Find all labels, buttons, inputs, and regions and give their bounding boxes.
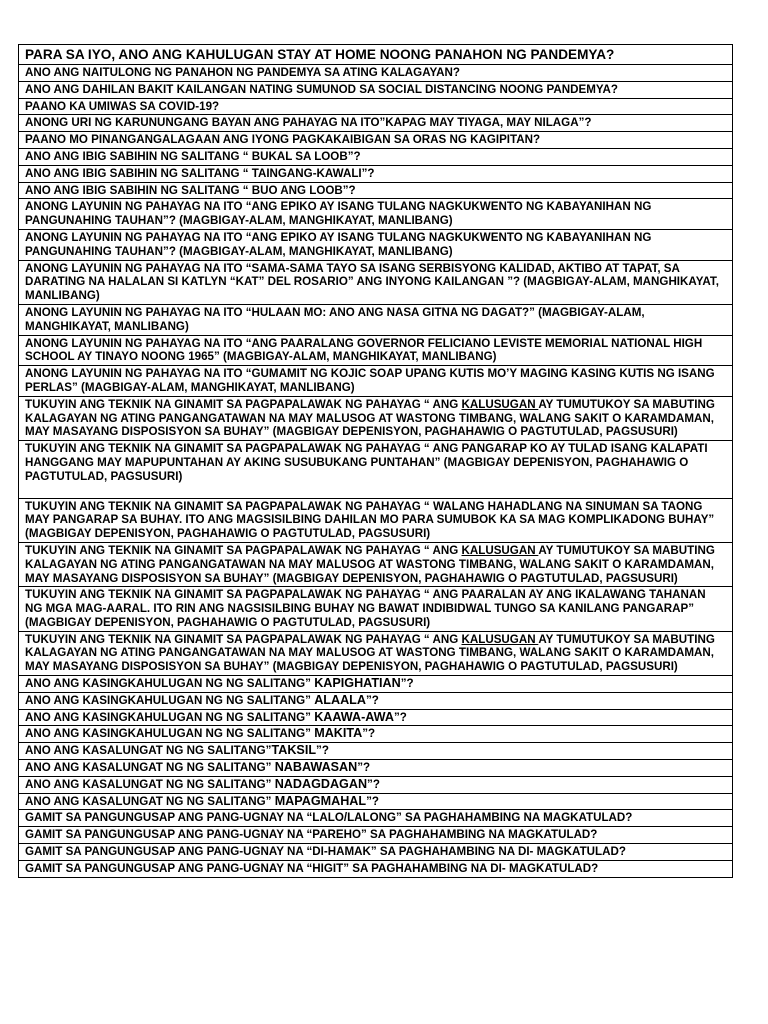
question-text: ANO ANG NAITULONG NG PANAHON NG PANDEMYA SA ATING KALAGAYAN? bbox=[25, 66, 460, 79]
question-text: TUKUYIN ANG TEKNIK NA GINAMIT SA PAGPAPALAWAK NG PAHAYAG “ ANG bbox=[25, 543, 462, 557]
question-row bbox=[19, 827, 733, 844]
question-cell bbox=[19, 229, 733, 260]
question-row bbox=[19, 844, 733, 861]
question-text: ”? bbox=[362, 727, 376, 741]
question-row bbox=[19, 760, 733, 777]
question-cell bbox=[19, 148, 733, 165]
question-text: ”? bbox=[367, 777, 380, 791]
question-row bbox=[19, 182, 733, 199]
question-cell bbox=[19, 709, 733, 726]
underlined-keyword: KALUSUGAN bbox=[461, 397, 539, 411]
question-row bbox=[19, 65, 733, 82]
question-text: ANO ANG KASINGKAHULUGAN NG NG SALITANG” bbox=[25, 677, 315, 691]
question-row bbox=[19, 229, 733, 260]
question-cell bbox=[19, 115, 733, 132]
question-cell bbox=[19, 587, 733, 631]
question-text: ANO ANG IBIG SABIHIN NG SALITANG “ TAINGANG-KAWALI”? bbox=[25, 166, 375, 180]
keyword-text: ALAALA bbox=[314, 692, 366, 707]
question-text: ANO ANG KASINGKAHULUGAN NG NG SALITANG” bbox=[25, 710, 315, 724]
question-cell bbox=[19, 827, 733, 844]
question-text: TUKUYIN ANG TEKNIK NA GINAMIT SA PAGPAPALAWAK NG PAHAYAG “ ANG bbox=[25, 632, 462, 646]
question-row bbox=[19, 260, 733, 304]
question-row bbox=[19, 81, 733, 98]
question-text: ANO ANG KASALUNGAT NG NG SALITANG” bbox=[25, 761, 275, 775]
question-text: ANONG LAYUNIN NG PAHAYAG NA ITO “GUMAMIT NG KOJIC SOAP UPANG KUTIS MO’Y MAGING KASING KUTIS NG ISANG PERLAS” (MAGBIGAY-ALAM, MANGHIKAYAT, MANLIBANG) bbox=[25, 367, 715, 394]
question-text: ANO ANG KASALUNGAT NG NG SALITANG” bbox=[25, 744, 272, 758]
question-cell bbox=[19, 676, 733, 693]
question-text: ANONG LAYUNIN NG PAHAYAG NA ITO “ANG PAARALANG GOVERNOR FELICIANO LEVISTE MEMORIAL NATIONAL HIGH SCHOOL AY TINAYO NOONG 1965” (MAGBIGAY-ALAM, MANGHIKAYAT, MANLIBANG) bbox=[25, 336, 703, 364]
question-row bbox=[19, 709, 733, 726]
question-text: ”? bbox=[365, 693, 379, 707]
question-text: PARA SA IYO, ANO ANG KAHULUGAN STAY AT HOME NOONG PANAHON NG PANDEMYA? bbox=[25, 47, 615, 62]
question-text: ANO ANG KASINGKAHULUGAN NG NG SALITANG” bbox=[25, 693, 315, 707]
question-cell bbox=[19, 132, 733, 149]
question-text: ”? bbox=[357, 761, 371, 775]
question-row bbox=[19, 542, 733, 586]
underlined-keyword: KALUSUGAN bbox=[461, 632, 539, 646]
keyword-text: NADAGDAGAN bbox=[274, 776, 368, 791]
question-table bbox=[18, 44, 733, 878]
question-row bbox=[19, 498, 733, 542]
question-cell bbox=[19, 335, 733, 366]
question-text: ANONG LAYUNIN NG PAHAYAG NA ITO “ANG EPIKO AY ISANG TULANG NAGKUKWENTO NG KABAYANIHAN NG PANGUNAHING TAUHAN”? (MAGBIGAY-ALAM, MANGHIKAYAT, MANLIBANG) bbox=[25, 200, 652, 228]
question-text: ”? bbox=[366, 794, 379, 808]
question-text: AY TUMUTUKOY SA MABUTING KALAGAYAN NG ATING PANGANGATAWAN NA MAY MALUSOG AT WASTONG TIMBANG, WALANG SAKIT O KARAMDAMAN, MAY MASAYANG DISPOSISYON SA BUHAY” (MAGBIGAY DEPENISYON, PAGHAHAWIG O PAGTUTULAD, PAGSUSURI) bbox=[25, 632, 715, 674]
question-cell bbox=[19, 692, 733, 709]
question-text: TUKUYIN ANG TEKNIK NA GINAMIT SA PAGPAPALAWAK NG PAHAYAG “ WALANG HAHADLANG NA SINUMAN SA TAONG MAY PANGARAP SA BUHAY. ITO ANG MAGSISILBING DAHILAN MO PARA SUMUBOK KA SA MAG KOMPLIKADONG BUHAY” (MAGBIGAY DEPENISYON, PAGHAHAWIG O PAGTUTULAD, PAGSUSURI) bbox=[25, 499, 715, 541]
question-cell bbox=[19, 726, 733, 743]
question-row bbox=[19, 810, 733, 827]
question-row bbox=[19, 132, 733, 149]
question-row bbox=[19, 776, 733, 793]
title-cell bbox=[19, 45, 733, 65]
question-cell bbox=[19, 793, 733, 810]
question-row bbox=[19, 631, 733, 675]
question-text: ANO ANG KASALUNGAT NG NG SALITANG” bbox=[25, 794, 275, 808]
question-row bbox=[19, 396, 733, 440]
question-text: ”? bbox=[400, 677, 414, 691]
question-row bbox=[19, 98, 733, 115]
question-text: TUKUYIN ANG TEKNIK NA GINAMIT SA PAGPAPALAWAK NG PAHAYAG “ ANG bbox=[25, 397, 462, 411]
question-row bbox=[19, 199, 733, 230]
question-row bbox=[19, 304, 733, 335]
question-row bbox=[19, 115, 733, 132]
title-row bbox=[19, 45, 733, 65]
question-row bbox=[19, 743, 733, 760]
question-cell bbox=[19, 542, 733, 586]
question-text: AY TUMUTUKOY SA MABUTING KALAGAYAN NG ATING PANGANGATAWAN NA MAY MALUSOG AT WASTONG TIMBANG, WALANG SAKIT O KARAMDAMAN, MAY MASAYANG DISPOSISYON SA BUHAY” (MAGBIGAY DEPENISYON, PAGHAHAWIG O PAGTUTULAD, PAGSUSURI) bbox=[25, 543, 715, 585]
question-text: TUKUYIN ANG TEKNIK NA GINAMIT SA PAGPAPALAWAK NG PAHAYAG “ ANG PAARALAN AY ANG IKALAWANG TAHANAN NG MGA MAG-AARAL. ITO RIN ANG NAGSISILBING BUHAY NG BAWAT INDIBIDWAL TUNGO SA KANILANG PANGARAP” (MAGBIGAY DEPENISYON, PAGHAHAWIG O PAGTUTULAD, PAGSUSURI) bbox=[25, 588, 706, 629]
question-cell bbox=[19, 182, 733, 199]
keyword-text: KAAWA-AWA bbox=[314, 709, 394, 724]
question-text: TUKUYIN ANG TEKNIK NA GINAMIT SA PAGPAPALAWAK NG PAHAYAG “ ANG PANGARAP KO AY TULAD ISANG KALAPATI HANGGANG MAY MAPUPUNTAHAN AY AKING SUSUBUKANG PUNTAHAN” (MAGBIGAY DEPENISYON, PAGHAHAWIG O PAGTUTULAD, PAGSUSURI) bbox=[25, 442, 708, 483]
question-text: ANONG URI NG KARUNUNGANG BAYAN ANG PAHAYAG NA ITO”KAPAG MAY TIYAGA, MAY NILAGA”? bbox=[25, 116, 592, 130]
question-cell bbox=[19, 366, 733, 397]
question-cell bbox=[19, 396, 733, 440]
question-text: ANO ANG IBIG SABIHIN NG SALITANG “ BUKAL SA LOOB”? bbox=[25, 149, 361, 163]
keyword-text: NABAWASAN bbox=[274, 760, 358, 775]
keyword-text: KAPIGHATIAN bbox=[314, 676, 401, 691]
question-table-body bbox=[19, 45, 733, 878]
question-row bbox=[19, 366, 733, 397]
question-row bbox=[19, 676, 733, 693]
question-cell bbox=[19, 860, 733, 877]
question-text: ANONG LAYUNIN NG PAHAYAG NA ITO “HULAAN MO: ANO ANG NASA GITNA NG DAGAT?” (MAGBIGAY-ALAM, MANGHIKAYAT, MANLIBANG) bbox=[25, 305, 645, 333]
question-row bbox=[19, 148, 733, 165]
question-cell bbox=[19, 65, 733, 82]
question-row bbox=[19, 587, 733, 631]
question-text: GAMIT SA PANGUNGUSAP ANG PANG-UGNAY NA “HIGIT” SA PAGHAHAMBING NA DI- MAGKATULAD? bbox=[25, 861, 599, 875]
question-cell bbox=[19, 260, 733, 304]
question-row bbox=[19, 335, 733, 366]
question-text: ANO ANG IBIG SABIHIN NG SALITANG “ BUO ANG LOOB”? bbox=[25, 183, 356, 197]
question-text: GAMIT SA PANGUNGUSAP ANG PANG-UGNAY NA “PAREHO” SA PAGHAHAMBING NA MAGKATULAD? bbox=[25, 828, 598, 842]
question-cell bbox=[19, 631, 733, 675]
question-row bbox=[19, 726, 733, 743]
question-text: ANONG LAYUNIN NG PAHAYAG NA ITO “SAMA-SAMA TAYO SA ISANG SERBISYONG KALIDAD, AKTIBO AT TAPAT, SA DARATING NA HALALAN SI KATLYN “KAT” DEL ROSARIO” ANG INYONG KAILANGAN ”? (MAGBIGAY-ALAM, MANGHIKAYAT, MANLIBANG) bbox=[25, 261, 719, 303]
question-cell bbox=[19, 199, 733, 230]
question-row bbox=[19, 692, 733, 709]
question-cell bbox=[19, 760, 733, 777]
question-text: ”? bbox=[316, 744, 329, 758]
question-row bbox=[19, 441, 733, 498]
question-cell bbox=[19, 844, 733, 861]
question-row bbox=[19, 793, 733, 810]
question-cell bbox=[19, 98, 733, 115]
keyword-text: TAKSIL bbox=[271, 743, 317, 758]
question-row bbox=[19, 165, 733, 182]
underlined-keyword: KALUSUGAN bbox=[461, 543, 539, 557]
question-text: ANO ANG KASALUNGAT NG NG SALITANG” bbox=[25, 777, 275, 791]
question-text: ANONG LAYUNIN NG PAHAYAG NA ITO “ANG EPIKO AY ISANG TULANG NAGKUKWENTO NG KABAYANIHAN NG PANGUNAHING TAUHAN”? (MAGBIGAY-ALAM, MANGHIKAYAT, MANLIBANG) bbox=[25, 230, 652, 258]
question-text: ANO ANG KASINGKAHULUGAN NG NG SALITANG” bbox=[25, 727, 315, 741]
question-cell bbox=[19, 810, 733, 827]
question-text: ANO ANG DAHILAN BAKIT KAILANGAN NATING SUMUNOD SA SOCIAL DISTANCING NOONG PANDEMYA? bbox=[25, 82, 618, 96]
question-cell bbox=[19, 441, 733, 498]
question-cell bbox=[19, 304, 733, 335]
question-cell bbox=[19, 776, 733, 793]
question-text: GAMIT SA PANGUNGUSAP ANG PANG-UGNAY NA “DI-HAMAK” SA PAGHAHAMBING NA DI- MAGKATULAD? bbox=[25, 845, 626, 859]
question-cell bbox=[19, 81, 733, 98]
question-text: GAMIT SA PANGUNGUSAP ANG PANG-UGNAY NA “LALO/LALONG” SA PAGHAHAMBING NA MAGKATULAD? bbox=[25, 811, 633, 825]
question-cell bbox=[19, 743, 733, 760]
keyword-text: MAPAGMAHAL bbox=[274, 793, 367, 808]
question-text: AY TUMUTUKOY SA MABUTING KALAGAYAN NG ATING PANGANGATAWAN NA MAY MALUSOG AT WASTONG TIMBANG, WALANG SAKIT O KARAMDAMAN, MAY MASAYANG DISPOSISYON SA BUHAY” (MAGBIGAY DEPENISYON, PAGHAHAWIG O PAGTUTULAD, PAGSUSURI) bbox=[25, 397, 715, 439]
question-cell bbox=[19, 498, 733, 542]
question-text: ”? bbox=[393, 710, 407, 724]
question-row bbox=[19, 860, 733, 877]
question-text: PAANO KA UMIWAS SA COVID-19? bbox=[25, 99, 220, 113]
question-text: PAANO MO PINANGANGALAGAAN ANG IYONG PAGKAKAIBIGAN SA ORAS NG KAGIPITAN? bbox=[25, 133, 541, 147]
question-cell bbox=[19, 165, 733, 182]
keyword-text: MAKITA bbox=[314, 726, 363, 741]
